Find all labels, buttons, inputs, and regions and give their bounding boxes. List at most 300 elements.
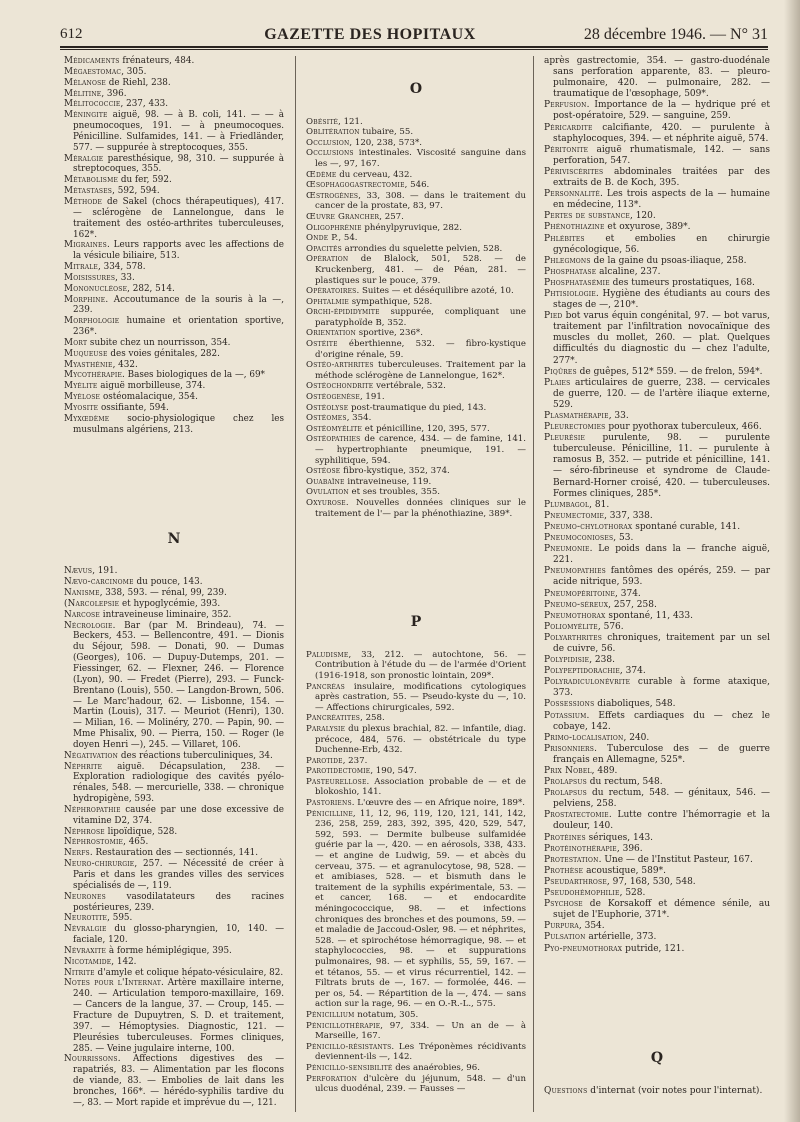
index-entry [544, 888, 770, 899]
entry-headword: Pneumo-séreux [544, 599, 609, 610]
entry-headword: Pancréas [306, 681, 345, 692]
index-entry [544, 167, 770, 189]
index-entry [544, 655, 770, 666]
entry-headword: Pyo-pneumothorax [544, 943, 623, 954]
index-entry [306, 392, 526, 403]
entry-headword: Pasteurellose [306, 776, 367, 787]
entry-headword: Pneumoconioses [544, 533, 614, 544]
index-entry [64, 78, 284, 89]
index-column-3 [544, 56, 770, 1097]
index-entry [306, 180, 526, 191]
index-entry [544, 855, 770, 866]
entry-headword: Poliomyélite [544, 621, 598, 632]
entry-headword: Nicotamide [64, 956, 112, 967]
index-entry [306, 191, 526, 212]
entry-headword: Mycothérapie [64, 370, 123, 381]
entry-headword: Psychose [544, 899, 583, 910]
entry-headword: Œsophagogastrectomie [306, 180, 405, 191]
index-entry [544, 766, 770, 777]
entry-references: , 354. [578, 921, 605, 932]
section-letter: P [410, 614, 422, 631]
entry-references: humaine et orientation sportive, 236*. [73, 316, 284, 338]
index-entry [64, 67, 284, 78]
entry-references: de Riehl, 238. [105, 77, 171, 88]
entry-references: , 121. [338, 116, 363, 127]
index-entry [64, 360, 284, 371]
entry-headword: Méningite [64, 110, 108, 121]
index-entry [306, 403, 526, 414]
entry-headword: Ostéose [306, 466, 341, 477]
index-entry [64, 381, 284, 392]
entry-headword: Morphologie [64, 316, 120, 327]
entry-references: tuberculeuses. Traitement par la méthode sclérogène de Lannelongue, 162*. [315, 360, 526, 381]
index-entry [544, 733, 770, 744]
index-entry [544, 145, 770, 167]
entry-references: . Bases biologiques de la —, 69* [122, 370, 265, 381]
index-entry [64, 186, 284, 197]
entry-references: . Une — de l'Institut Pasteur, 167. [598, 854, 753, 865]
entry-headword: Plasmathérapie [544, 411, 609, 421]
index-entry [306, 487, 526, 498]
entry-headword: Mitrale [64, 262, 98, 273]
entry-references: , 374. [615, 588, 641, 599]
index-entry [306, 212, 526, 223]
entry-references: calcifiante, 420. — purulente à staphylocoques, 394. — et néphrite aiguë, 574. [553, 122, 770, 144]
entry-headword: (Narcolepsie [64, 598, 120, 609]
entry-headword: Myélite [64, 381, 98, 392]
entry-headword: Protéinothérapie [544, 843, 617, 854]
entry-references: du glosso-pharyngien, 10, 140. — faciale, 120. [73, 924, 284, 946]
entry-references: chroniques, traitement par un sel de cuivre, 56. [553, 632, 770, 654]
entry-references: du plexus brachial, 82. — infantile, diag. précoce, 484, 576. — obstétricale du type Duchenne-Erb, 432. [315, 723, 526, 756]
index-entry [64, 154, 284, 176]
entry-headword: Oxyurose [306, 497, 346, 508]
entry-headword: Prisonniers [544, 743, 595, 754]
index-entry [64, 175, 284, 186]
index-entry [64, 837, 284, 848]
entry-references: d'amyle et colique hépato-vésiculaire, 82. [94, 967, 284, 978]
section-gap [306, 519, 526, 589]
entry-references: à forme hémiplégique, 395. [106, 945, 232, 956]
entry-headword: Néphrostomie [64, 837, 124, 848]
entry-headword: Pénicillo-sensibilité [306, 1062, 393, 1073]
index-entry [306, 297, 526, 308]
entry-references: , 257, 258. [608, 599, 657, 610]
entry-references: . Bar (par M. Brindeau), 74. — Beckers, 453. — Bellencontre, 491. — Dionis du Séjour, 598. — Donati, 90. — Dumas (Georges), 106. — Dupuy-Dutemps, 201. — Fiessinger, 62. — Flexner, 246. — Florence (Lyon), 90. — Fredet (Pierre), 293. — Funck-Brentano (Louis), 550. — Langdon-Brown, 506. — Le Marc'hadour, 62. — Lisbonne, 154. — Martin (Louis), 317. — Meuriot (Henri), 130. — Milian, 16. — Molinéry, 270. — Papin, 90. — Mme Phisalix, 90. — Pierra, 150. — Roger (le doyen Henri —), 245. — Villaret, 106. [73, 620, 284, 750]
entry-headword: Myasthénie [64, 359, 113, 370]
entry-references: , 258. [360, 713, 385, 724]
entry-references: pour pyothorax tuberculeux, 466. [605, 422, 762, 433]
entry-headword: Myélose [64, 392, 101, 403]
entry-headword: Ostéo-arthrites [306, 360, 374, 371]
entry-headword: Péritonite [544, 144, 589, 155]
entry-references: d'internat (voir notes pour l'internat). [587, 1085, 763, 1096]
entry-references: , 240. [623, 732, 650, 743]
entry-headword: Parotide [306, 755, 343, 766]
entry-references: . Leurs rapports avec les affections de la vésicule biliaire, 513. [73, 240, 284, 262]
entry-headword: Myosite [64, 403, 99, 413]
page-number: 612 [60, 26, 83, 42]
entry-headword: Pastoriens [306, 798, 352, 809]
entry-references: et embolies en chirurgie gynécologique, 56. [553, 233, 770, 255]
entry-references: , 546. [404, 180, 430, 191]
entry-headword: Phlébites [544, 233, 585, 244]
section-gap [544, 955, 770, 1025]
index-entry [64, 392, 284, 403]
entry-references: bot varus équin congénital, 97. — bot varus, traitement par l'infiltration novocaïnique des muscles du mollet, 260. — plat. Quelques difficultés du diagnostic du — chez l'adulte, 277*. [553, 311, 770, 366]
entry-headword: Mélitococcie [64, 99, 121, 110]
entry-references: de Blalock, 501, 528. — de Kruckenberg, 481. — de Péan, 281. — plastiques sur le pouce, 379. [315, 254, 526, 286]
index-entry [64, 859, 284, 892]
index-entry [544, 533, 770, 544]
entry-references: suppurée, compliquant une paratyphoïde B, 352. [315, 307, 526, 328]
entry-references: , 489. [591, 766, 618, 776]
journal-title: GAZETTE DES HOPITAUX [264, 26, 476, 43]
entry-references: , 238. [589, 655, 615, 666]
entry-references: causée par une dose excessive de vitamine D2, 374. [73, 804, 284, 826]
entry-references: . Lutte contre l'hémorragie et la douleur, 140. [553, 810, 770, 832]
index-entry [64, 110, 284, 153]
entry-headword: Paralysie [306, 723, 346, 734]
entry-headword: Pertes de substance [544, 211, 630, 222]
entry-headword: Mégaestomac [64, 66, 122, 77]
entry-references: aiguë, 98. — à B. coli, 141. — — à pneumocoques, 191. — à pneumocoques. Pénicilline. Sulfamides, 141. — à Friedländer, 577. — suppurée à streptocoques, 355. [73, 110, 284, 153]
index-entry [544, 511, 770, 522]
index-entry [64, 751, 284, 762]
index-entry [306, 244, 526, 255]
entry-references: intestinales. Viscosité sanguine dans les —, 97, 167. [315, 148, 526, 169]
entry-headword: Perfusion [544, 100, 587, 111]
entry-references: phénylpyruvique, 282. [361, 222, 463, 233]
entry-headword: Œstrogènes [306, 190, 359, 201]
entry-headword: Possessions [544, 699, 595, 710]
entry-headword: Prothèse [544, 865, 584, 876]
entry-references: des réactions tuberculiniques, 34. [118, 750, 273, 761]
entry-references: , 33. [608, 411, 629, 421]
index-entry [64, 968, 284, 979]
entry-references: , 257. — Nécessité de créer à Paris et dans les grandes villes des services spécialisés de —, 119. [73, 859, 284, 891]
index-entry [544, 189, 770, 211]
entry-headword: Ostéomes [306, 413, 347, 424]
entry-headword: Neurotite [64, 913, 108, 924]
entry-headword: Pseudohémophilie [544, 888, 620, 899]
entry-references: , 120. [629, 211, 656, 222]
index-entry [544, 877, 770, 888]
entry-references: , 396. [101, 88, 127, 99]
entry-references: , 257. [379, 211, 404, 222]
entry-references: , 305. [121, 66, 147, 77]
index-column-2 [306, 56, 526, 1095]
section-letter: Q [650, 1049, 664, 1066]
index-entry [306, 339, 526, 360]
index-entry [544, 378, 770, 411]
index-entry [306, 307, 526, 328]
entry-headword: Phosphatasémie [544, 277, 610, 288]
index-entry [544, 267, 770, 278]
entry-headword: Ostéogenèse [306, 392, 360, 403]
page-header [60, 26, 768, 44]
entry-references: , 190, 547. [370, 766, 417, 777]
entry-references: du rectum, 548. [586, 777, 663, 788]
index-entry [306, 424, 526, 435]
index-entry [306, 1074, 526, 1095]
entry-references: , 237. [342, 755, 368, 766]
entry-references: , 142. [111, 956, 137, 967]
entry-references: . Artère maxillaire interne, 240. — Articulation temporo-maxillaire, 169. — Cancers de la langue, 37. — Croup, 145. — Fracture de Dupuytren, S. D. et traitement, 397. — Hémoptysies. Diagnostic, 121. — Pleurésies tuberculeuses. Formes cliniques, 285. — Veine jugulaire interne, 100. [73, 978, 284, 1054]
index-entry [64, 577, 284, 588]
entry-headword: Phénothiazine [544, 222, 605, 233]
entry-references: socio-physiologique chez les musulmans algériens, 213. [73, 413, 284, 435]
index-entry [544, 932, 770, 943]
entry-headword: Plaies [544, 377, 571, 388]
entry-references: de Korsakoff et démence sénile, au sujet de l'Euphorie, 371*. [553, 899, 770, 921]
index-entry [544, 311, 770, 366]
section-letter: O [409, 81, 423, 97]
entry-references: , 237, 433. [120, 99, 169, 110]
column-divider [533, 56, 534, 1112]
entry-headword: Opération [306, 254, 349, 265]
entry-references: du pouce, 143. [133, 577, 203, 588]
entry-headword: Œdème [306, 169, 337, 180]
entry-headword: Polypidisie [544, 655, 590, 666]
index-entry [306, 713, 526, 724]
entry-headword: Parotidectomie [306, 766, 371, 777]
entry-references: sportive, 236*. [355, 328, 423, 339]
entry-references: . Nouvelles données cliniques sur le traitement de l'— par la phénothiazine, 389*. [315, 497, 526, 519]
entry-headword: Myxœdème [64, 413, 110, 424]
entry-headword: Piqûres [544, 366, 577, 377]
index-entry [544, 367, 770, 378]
index-entry [544, 666, 770, 677]
index-entry [544, 944, 770, 955]
entry-headword: Mononucléose [64, 283, 128, 294]
entry-references: . L'œuvre des — en Afrique noire, 189*. [351, 798, 526, 809]
entry-references: intraveineuse, 119. [344, 476, 432, 487]
entry-references: , 282, 514. [127, 283, 175, 294]
index-entry [544, 566, 770, 588]
index-entry [544, 222, 770, 233]
entry-headword: Opacités [306, 243, 342, 254]
entry-references: de la gaine du psoas-iliaque, 258. [590, 255, 747, 266]
entry-headword: Pénicillium [306, 1009, 355, 1020]
index-entry [306, 798, 526, 809]
index-entry [306, 724, 526, 756]
index-entry [306, 1063, 526, 1074]
entry-headword: Opératoires [306, 286, 357, 297]
entry-references: , 191. [359, 392, 385, 403]
entry-references: , 33, 308. — dans le traitement du cancer de la prostate, 83, 97. [315, 190, 526, 212]
index-entry [64, 978, 284, 1054]
entry-headword: Néphropathie [64, 804, 121, 815]
index-entry [306, 328, 526, 339]
index-entry [64, 284, 284, 295]
entry-headword: Ostéopathies [306, 434, 361, 445]
entry-references: et ses troubles, 355. [348, 487, 441, 498]
entry-headword: Méthode [64, 196, 103, 207]
entry-headword: Ostéochondrite [306, 381, 374, 392]
entry-references: , 592, 594. [112, 186, 160, 197]
page-edge-shadow [784, 0, 800, 1122]
index-entry [306, 138, 526, 149]
entry-references: des anaérobies, 96. [392, 1062, 480, 1073]
entry-headword: Questions [544, 1085, 588, 1096]
header-rule-thin [60, 49, 768, 50]
entry-headword: Morphine [64, 294, 106, 305]
entry-headword: Pénicilline [306, 808, 353, 819]
entry-headword: Névraxite [64, 945, 107, 956]
index-entry [64, 848, 284, 859]
entry-headword: Potassium [544, 710, 587, 721]
index-entry [544, 921, 770, 932]
index-entry [64, 240, 284, 262]
entry-references: . Accoutumance de la souris à la —, 239. [73, 294, 284, 316]
index-entry [64, 599, 284, 610]
index-entry [544, 622, 770, 633]
entry-references: . Hygiène des étudiants au cours des stages de —, 210*. [553, 288, 770, 311]
index-entry [306, 148, 526, 169]
entry-headword: Névralgie [64, 924, 107, 935]
entry-headword: Occlusions [306, 148, 354, 159]
entry-headword: Pleurectomies [544, 422, 606, 433]
entry-references: et oxyurose, 389*. [604, 222, 691, 233]
entry-headword: Ostéolyse [306, 402, 349, 413]
entry-references: , 54. [338, 233, 358, 244]
index-entry [544, 289, 770, 311]
index-entry [306, 809, 526, 1010]
entry-headword: Prolapsus [544, 777, 587, 788]
entry-headword: Nécrologie [64, 620, 113, 631]
index-entry [64, 89, 284, 100]
entry-headword: Polypeptidorachie [544, 666, 620, 677]
entry-headword: Protéines [544, 832, 586, 843]
entry-headword: Purpura [544, 921, 579, 932]
index-entry [306, 498, 526, 519]
index-entry [64, 316, 284, 338]
entry-headword: Oblitération [306, 127, 360, 138]
index-entry [544, 699, 770, 710]
entry-references: aiguë. Décapsulation, 238. — Exploration radiologique des cavités pyélo-rénales, 548. — mercurielle, 338. — chronique hydropigène, 593. [73, 761, 284, 805]
index-entry [64, 349, 284, 360]
index-entry [64, 403, 284, 414]
entry-headword: Pneumopéritoine [544, 588, 616, 599]
entry-headword: Orchi-épididymite [306, 307, 380, 318]
index-entry [306, 434, 526, 466]
index-entry [64, 588, 284, 599]
entry-headword: Ouabaïne [306, 476, 345, 487]
index-entry [544, 899, 770, 921]
entry-references: et hypoglycémie, 393. [119, 598, 221, 609]
entry-headword: Pneumectomie [544, 510, 605, 521]
entry-references: putride, 121. [622, 943, 685, 954]
entry-references: , 120, 238, 573*. [349, 137, 423, 148]
entry-references: d'ulcère du jéjunum, 548. — d'un ulcus duodénal, 239. — Fausses — [315, 1073, 526, 1095]
entry-references: de carence, 434. — de famine, 141. — hypertrophiante pneumique, 191. — syphilitique, 594. [315, 434, 526, 466]
entry-headword: Prix Nobel [544, 766, 592, 776]
index-entry [544, 711, 770, 733]
entry-references: ossifiante, 594. [98, 403, 169, 413]
entry-headword: Prostatectomie [544, 810, 609, 821]
entry-headword: Ovulation [306, 487, 349, 498]
entry-references: , 97, 334. — Un an de — à Marseille, 167. [315, 1020, 526, 1042]
entry-references: diaboliques, 548. [594, 699, 676, 710]
entry-headword: Neuro-chirurgie [64, 859, 135, 870]
index-entry [544, 810, 770, 832]
entry-headword: Nitrite [64, 967, 95, 978]
entry-references: , 354. [346, 413, 372, 424]
entry-references: , 576. [597, 621, 624, 632]
entry-headword: Négativation [64, 750, 119, 761]
entry-references: . Tuberculose des — de guerre français en Allemagne, 525*. [553, 743, 770, 765]
index-entry [544, 100, 770, 122]
index-entry [544, 500, 770, 511]
entry-references: . Association probable de — et de blokoshio, 141. [315, 776, 526, 798]
index-entry [544, 633, 770, 655]
entry-references: spontané curable, 141. [632, 521, 741, 532]
entry-headword: Pied [544, 311, 563, 322]
entry-references: des voies génitales, 282. [107, 348, 220, 359]
index-entry [544, 544, 770, 566]
entry-headword: Pneumo-chylothorax [544, 521, 633, 532]
entry-headword: Méralgie [64, 153, 104, 164]
entry-references: . Suites — et déséquilibre azoté, 10. [356, 286, 514, 297]
index-entry [544, 234, 770, 256]
entry-references: subite chez un nourrisson, 354. [87, 337, 231, 348]
index-entry [544, 1086, 770, 1097]
index-entry [64, 957, 284, 968]
entry-headword: Occlusion [306, 137, 350, 148]
entry-references: . Les trois aspects de la — humaine en médecine, 113*. [553, 189, 770, 211]
entry-references: . Les Tréponèmes récidivants deviennent-ils —, 142. [315, 1041, 526, 1063]
index-entry [306, 381, 526, 392]
index-entry [544, 788, 770, 810]
entry-headword: Ophtalmie [306, 296, 349, 307]
entry-headword: Médicaments [64, 56, 120, 66]
index-entry [544, 422, 770, 433]
entry-headword: Personnalité [544, 189, 600, 200]
index-entry [306, 117, 526, 128]
index-entry [544, 866, 770, 877]
entry-references: aiguë rhumatismale, 142. — sans perforation, 547. [553, 144, 770, 166]
entry-references: sympathique, 528. [349, 296, 433, 307]
entry-references: . Effets cardiaques du — chez le cobaye, 142. [553, 710, 770, 732]
entry-headword: Plumbagol [544, 499, 590, 510]
index-entry [64, 566, 284, 577]
entry-headword: Migraines [64, 240, 107, 251]
index-entry [544, 56, 770, 100]
entry-references: , 97, 168, 530, 548. [606, 876, 696, 887]
index-entry [64, 610, 284, 621]
index-entry [306, 233, 526, 244]
entry-headword: Néphrose [64, 826, 105, 837]
index-entry [64, 338, 284, 349]
entry-references: tubaire, 55. [359, 127, 414, 138]
entry-references: du fer, 592. [118, 175, 172, 186]
entry-references: , 11, 12, 96, 119, 120, 121, 141, 142, 236, 258, 259, 283, 392, 395, 420, 529, 547, 592, 593. — Dermite bulbeuse sulfamidée guérie par la —, 420. — en aérosols, 338, 433. — et angine de Ludwig, 59. — et abcès du cerveau, 375. — et agranulocytose, 98, 528. — et amibiases, 528. — et bismuth dans le traitement de la syphilis expérimentale, 53. — et cancer, 168. — et endocardite méningococcique, 98. — et infections chroniques des bronches et des poumons, 59. — et maladie de Jaccoud-Osler, 98. — et néphrites, 528. — et spirochétose hémorragique, 98. — et staphylococcies, 98. — et suppurations pulmonaires, 98. — et syphilis, 55, 59, 167. — et tétanos, 55. — et virus récurrentiel, 142. — Filtrats bruts de —, 167. — formolée, 446. — per os, 54. — Répartition de la —, 474. — sans action sur la rage, 96. — en O.-R.-L., 575. [315, 808, 526, 1010]
index-entry [544, 677, 770, 699]
entry-headword: Métabolisme [64, 175, 119, 186]
entry-headword: Mélitine [64, 88, 102, 99]
entry-headword: Pseudarthrose [544, 876, 607, 887]
entry-references: de Sakel (chocs thérapeutiques), 417. — sclérogène de Lannelongue, dans le traitement des ostéo-arthrites tuberculeuses, 162*. [73, 196, 284, 240]
entry-references: de guêpes, 512* 559. — de frelon, 594*. [576, 366, 763, 377]
entry-references: artérielle, 373. [585, 932, 657, 943]
entry-headword: Ostéite [306, 339, 338, 350]
index-entry [544, 844, 770, 855]
index-entry [544, 411, 770, 422]
entry-headword: Pénicillo-résistants [306, 1041, 392, 1052]
entry-references: intraveineuse liminaire, 352. [99, 609, 232, 620]
index-entry [544, 211, 770, 222]
